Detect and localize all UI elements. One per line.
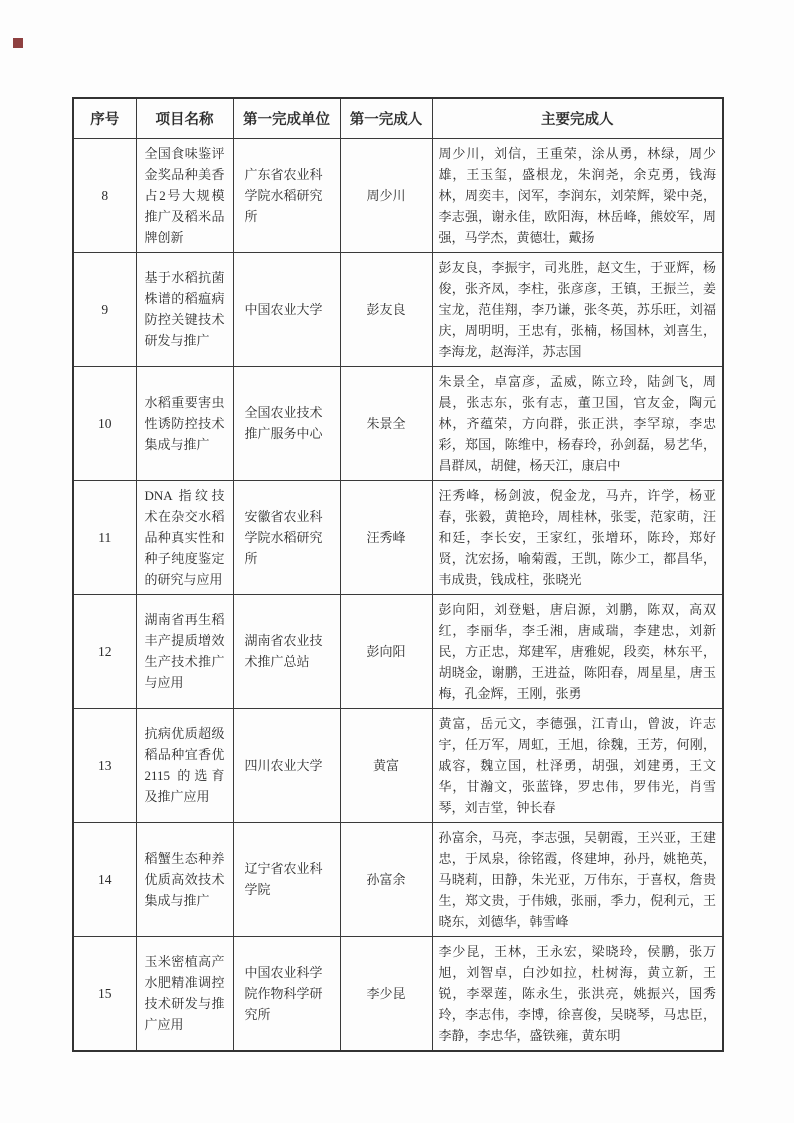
- cell-serial-number: 10: [73, 366, 136, 480]
- table-header: [73, 98, 723, 138]
- cell-project-name: DNA 指纹技术在杂交水稻品种真实性和种子纯度鉴定的研究与应用: [136, 480, 233, 594]
- cell-serial-number: 12: [73, 594, 136, 708]
- header-col-no: 序号: [73, 98, 136, 138]
- cell-serial-number: 13: [73, 708, 136, 822]
- cell-first-unit: 全国农业技术推广服务中心: [233, 366, 340, 480]
- cell-project-name: 湖南省再生稻丰产提质增效生产技术推广与应用: [136, 594, 233, 708]
- cell-first-unit: 安徽省农业科学院水稻研究所: [233, 480, 340, 594]
- cell-first-unit: 广东省农业科学院水稻研究所: [233, 138, 340, 252]
- cell-serial-number: 9: [73, 252, 136, 366]
- header-row: [73, 98, 723, 138]
- table-row: [73, 138, 723, 252]
- cell-project-name: 稻蟹生态种养优质高效技术集成与推广: [136, 822, 233, 936]
- cell-main-persons: 彭向阳，刘登魁，唐启源，刘鹏，陈双，高双红，李丽华，李壬湘，唐咸瑞，李建忠，刘新民，方正忠，郑建军，唐雅妮，段奕，林东平，胡晓金，谢鹏，王进益，陈阳春，周星星，唐玉梅，孔金辉，王刚，张勇: [432, 594, 723, 708]
- cell-project-name: 抗病优质超级稻品种宜香优2115 的选育及推广应用: [136, 708, 233, 822]
- table-body: [73, 138, 723, 1051]
- cell-main-persons: 黄富，岳元文，李德强，江青山，曾波，许志宇，任万军，周虹，王旭，徐魏，王芳，何刚，戚容，魏立国，杜泽勇，胡强，刘建勇，王文华，甘瀚文，张蓝锋，罗忠伟，罗伟光，肖雪琴，刘吉堂，钟长春: [432, 708, 723, 822]
- table-row: [73, 936, 723, 1051]
- cell-serial-number: 11: [73, 480, 136, 594]
- cell-first-unit: 辽宁省农业科学院: [233, 822, 340, 936]
- cell-first-person: 朱景全: [340, 366, 432, 480]
- scan-artifact-mark: [13, 38, 23, 48]
- cell-first-person: 孙富余: [340, 822, 432, 936]
- cell-project-name: 基于水稻抗菌株谱的稻瘟病防控关键技术研发与推广: [136, 252, 233, 366]
- cell-main-persons: 李少昆，王林，王永宏，梁晓玲，侯鹏，张万旭，刘智卓，白沙如拉，杜树海，黄立新，王锐，李翠莲，陈永生，张洪亮，姚振兴，国秀玲，李志伟，李博，徐喜俊，吴晓琴，马忠臣，李静，李忠华，盛铁雍，黄东明: [432, 936, 723, 1051]
- cell-project-name: 水稻重要害虫性诱防控技术集成与推广: [136, 366, 233, 480]
- cell-first-person: 彭向阳: [340, 594, 432, 708]
- cell-main-persons: 周少川，刘信，王重荣，涂从勇，林绿，周少雄，王玉玺，盛根龙，朱润尧，余克勇，钱海林，周奕丰，闵军，李润东，刘荣辉，梁中尧，李志强，谢永佳，欧阳海，林岳峰，熊姣军，周强，马学杰，黄德壮，戴扬: [432, 138, 723, 252]
- table-row: [73, 822, 723, 936]
- cell-first-person: 李少昆: [340, 936, 432, 1051]
- cell-first-unit: 四川农业大学: [233, 708, 340, 822]
- cell-first-person: 汪秀峰: [340, 480, 432, 594]
- table-row: [73, 252, 723, 366]
- header-col-first-unit: 第一完成单位: [233, 98, 340, 138]
- cell-first-unit: 湖南省农业技术推广总站: [233, 594, 340, 708]
- cell-main-persons: 朱景全，卓富彦，孟威，陈立玲，陆剑飞，周晨，张志东，张有志，董卫国，官友金，陶元林，齐蕴荣，方向群，张正洪，李罕琼，李忠彩，郑国，陈维中，杨春玲，孙剑磊，易艺华，昌群凤，胡健，杨天江，康启中: [432, 366, 723, 480]
- cell-first-unit: 中国农业科学院作物科学研究所: [233, 936, 340, 1051]
- cell-first-unit: 中国农业大学: [233, 252, 340, 366]
- table-row: [73, 594, 723, 708]
- cell-main-persons: 汪秀峰，杨剑波，倪金龙，马卉，许学，杨亚春，张毅，黄艳玲，周桂林，张雯，范家萌，汪和廷，李长安，王家红，张增环，陈玲，郑好贤，沈宏扬，喻菊霞，王凯，陈少工，都昌华，韦成贵，钱成柱，张晓光: [432, 480, 723, 594]
- awards-table: [72, 97, 724, 1052]
- cell-first-person: 黄富: [340, 708, 432, 822]
- cell-serial-number: 15: [73, 936, 136, 1051]
- table-row: [73, 480, 723, 594]
- cell-project-name: 全国食味鉴评金奖品种美香占2号大规模推广及稻米品牌创新: [136, 138, 233, 252]
- cell-first-person: 彭友良: [340, 252, 432, 366]
- cell-project-name: 玉米密植高产水肥精准调控技术研发与推广应用: [136, 936, 233, 1051]
- cell-serial-number: 14: [73, 822, 136, 936]
- table-row: [73, 708, 723, 822]
- header-col-project-name: 项目名称: [136, 98, 233, 138]
- cell-first-person: 周少川: [340, 138, 432, 252]
- cell-serial-number: 8: [73, 138, 136, 252]
- cell-main-persons: 孙富余，马亮，李志强，吴朝霞，王兴亚，王建忠，于凤泉，徐铭霞，佟建坤，孙丹，姚艳英，马晓莉，田静，朱光亚，万伟东，于喜权，詹贵生，郑文贵，于伟娥，张丽，季力，倪利元，王晓东，刘德华，韩雪峰: [432, 822, 723, 936]
- header-col-first-person: 第一完成人: [340, 98, 432, 138]
- cell-main-persons: 彭友良，李振宇，司兆胜，赵文生，于亚辉，杨俊，张齐凤，李柱，张彦彦，王镇，王振兰，姜宝龙，范佳翔，李乃谦，张冬英，苏乐旺，刘福庆，周明明，王忠有，张楠，杨国林，刘喜生，李海龙，赵海洋，苏志国: [432, 252, 723, 366]
- header-col-main-persons: 主要完成人: [432, 98, 723, 138]
- table-row: [73, 366, 723, 480]
